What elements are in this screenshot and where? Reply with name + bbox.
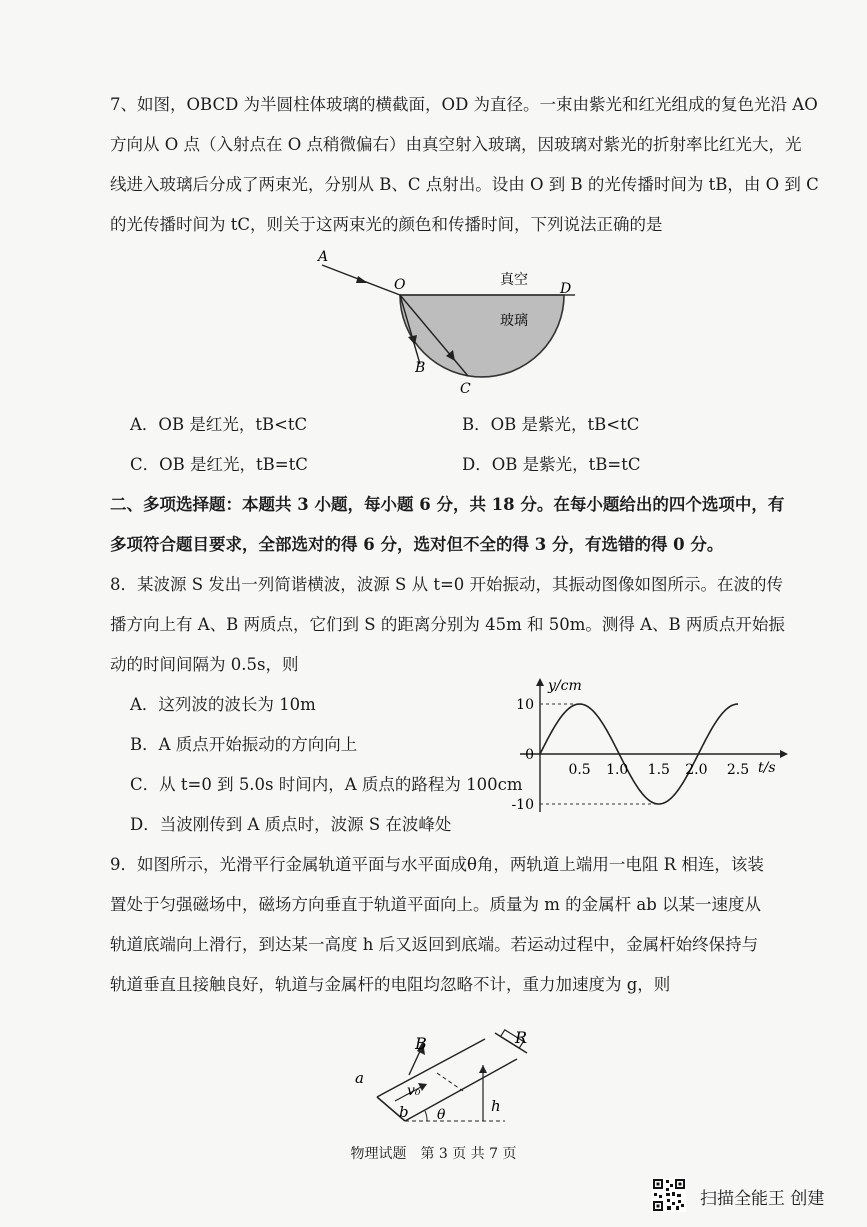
q8-option-c: C．从 t=0 到 5.0s 时间内，A 质点的路程为 100cm <box>130 775 523 794</box>
x-tick-label: 1.5 <box>647 762 670 778</box>
rail-upper <box>377 1039 485 1097</box>
dashed-position-line <box>437 1073 463 1091</box>
q8-line-2: 播方向上有 A、B 两质点，它们到 S 的距离分别为 45m 和 50m。测得 A、B 两质点开始振 <box>110 615 785 634</box>
section2-line-2: 多项符合题目要求，全部选对的得 6 分，选对但不全的得 3 分，有选错的得 0 分。 <box>110 535 724 554</box>
q7-line-4: 的光传播时间为 tC，则关于这两束光的颜色和传播时间，下列说法正确的是 <box>110 215 663 234</box>
x-axis-label: t/s <box>758 760 776 776</box>
x-tick-label: 2.5 <box>726 762 750 778</box>
q9-rail-figure <box>345 1025 545 1130</box>
x-tick-group <box>568 762 749 778</box>
q8-line-3: 动的时间间隔为 0.5s，则 <box>110 655 299 674</box>
q7-line-2: 方向从 O 点（入射点在 O 点稍微偏右）由真空射入玻璃，因玻璃对紫光的折射率比红光大，光 <box>110 135 802 154</box>
q8-option-b: B．A 质点开始振动的方向向上 <box>130 735 358 754</box>
x-tick-label: 0.5 <box>568 762 591 778</box>
q7-line-3: 线进入玻璃后分成了两束光，分别从 B、C 点射出。设由 O 到 B 的光传播时间为 tB，由 O 到 C <box>110 175 819 194</box>
incident-arrow <box>356 276 368 283</box>
x-axis-arrow <box>780 750 788 758</box>
scanner-text: 扫描全能王 创建 <box>700 1189 825 1209</box>
y-axis-arrow <box>536 678 544 686</box>
label-o: O <box>394 277 406 293</box>
height-arrow <box>479 1065 487 1073</box>
q7-semicircle-figure <box>300 245 590 400</box>
label-vacuum: 真空 <box>500 272 528 288</box>
q7-option-c: C．OB 是红光，tB=tC <box>130 455 308 474</box>
label-d: D <box>560 281 572 297</box>
q8-option-d: D．当波刚传到 A 质点时，波源 S 在波峰处 <box>130 815 452 834</box>
label-v0: v₀ <box>407 1083 421 1099</box>
label-b-field: B <box>415 1034 427 1053</box>
y-axis-label: y/cm <box>548 678 582 694</box>
label-r: R <box>515 1028 528 1047</box>
q7-option-a: A．OB 是红光，tB<tC <box>130 415 308 434</box>
y-tick-0: 0 <box>525 747 534 763</box>
x-tick-label: 1.0 <box>606 762 629 778</box>
q7-option-d: D．OB 是紫光，tB=tC <box>462 455 641 474</box>
label-a: A <box>318 249 329 265</box>
q9-line-4: 轨道垂直且接触良好，轨道与金属杆的电阻均忽略不计，重力加速度为 g，则 <box>110 975 671 994</box>
label-a-end: a <box>355 1069 364 1087</box>
q9-line-3: 轨道底端向上滑行，到达某一高度 h 后又返回到底端。若运动过程中，金属杆始终保持与 <box>110 935 759 954</box>
label-h: h <box>491 1097 501 1115</box>
q7-option-b: B．OB 是紫光，tB<tC <box>462 415 640 434</box>
q7-line-1: 7、如图，OBCD 为半圆柱体玻璃的横截面，OD 为直径。一束由紫光和红光组成的复色光沿 AO <box>110 95 818 114</box>
page-footer: 物理试题 第 3 页 共 7 页 <box>350 1146 517 1162</box>
q8-option-a: A．这列波的波长为 10m <box>130 695 316 714</box>
q8-line-1: 8．某波源 S 发出一列简谐横波，波源 S 从 t=0 开始振动，其振动图像如图所示。在波的传 <box>110 575 784 594</box>
scanner-watermark <box>652 1178 852 1214</box>
label-c: C <box>460 381 471 397</box>
label-theta: θ <box>437 1107 446 1123</box>
label-glass: 玻璃 <box>500 313 528 329</box>
section2-line-1: 二、多项选择题：本题共 3 小题，每小题 6 分，共 18 分。在每小题给出的四个选项中，有 <box>110 495 785 514</box>
label-b: B <box>415 360 426 376</box>
y-tick-neg10: -10 <box>511 797 534 813</box>
q9-line-1: 9．如图所示，光滑平行金属轨道平面与水平面成θ角，两轨道上端用一电阻 R 相连，该装 <box>110 855 764 874</box>
x-tick-label: 2.0 <box>685 762 708 778</box>
y-tick-10: 10 <box>516 697 534 713</box>
label-b-end: b <box>399 1103 409 1121</box>
vibration-graph <box>500 672 800 822</box>
qr-code-icon <box>652 1178 686 1212</box>
theta-arc <box>425 1111 427 1121</box>
q9-line-2: 置处于匀强磁场中，磁场方向垂直于轨道平面向上。质量为 m 的金属杆 ab 以某一速度从 <box>110 895 762 914</box>
